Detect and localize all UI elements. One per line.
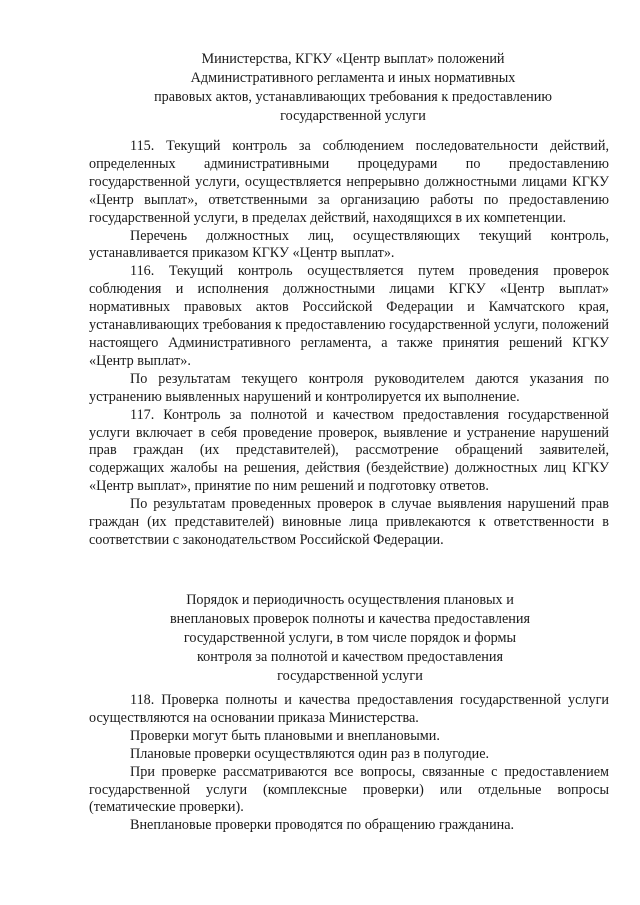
paragraph-116: 116. Текущий контроль осуществляется путем проведения проверок соблюдения и исполнения должностными лицами КГКУ «Центр выплат» нормативных правовых актов Российской Федерации и Камчатского края, устанавливающих требования к предоставлению государственной услуги, положений настоящего Административного регламента, а также принятия решений КГКУ «Центр выплат». [89, 263, 609, 369]
heading-line: контроля за полнотой и качеством предоставления [197, 649, 503, 665]
heading-line: правовых актов, устанавливающих требования к предоставлению [154, 89, 552, 105]
heading-line: Порядок и периодичность осуществления плановых и [186, 592, 514, 608]
heading-line: государственной услуги [277, 668, 423, 684]
paragraph-117: 117. Контроль за полнотой и качеством предоставления государственной услуги включает в себя проведение проверок, выявление и устранение нарушений прав граждан (их представителей), рассмотрение обращений заявителей, содержащих жалобы на решения, действия (бездействие) должностных лиц КГКУ «Центр выплат», принятие по ним решений и подготовку ответов. [89, 406, 609, 495]
paragraph-115: 115. Текущий контроль за соблюдением последовательности действий, определенных административными процедурами по предоставлению государственной услуги, осуществляется непрерывно должностными лицами КГКУ «Центр выплат», ответственными за организацию работы по предоставлению государственной услуги, в пределах действий, находящихся в их компетенции. [89, 138, 609, 226]
paragraph-planned-inspections: Плановые проверки осуществляются один раз в полугодие. [130, 745, 490, 762]
paragraph-inspection-types: Проверки могут быть плановыми и внеплановыми. [130, 727, 440, 744]
heading-line: Административного регламента и иных нормативных [190, 70, 516, 86]
paragraph-control-results: По результатам текущего контроля руководителем даются указания по устранению выявленных нарушений и контролируется их выполнение. [89, 370, 609, 405]
paragraph-unplanned-inspections: Внеплановые проверки проводятся по обращению гражданина. [130, 817, 515, 834]
heading-line: государственной услуги [280, 108, 426, 124]
heading-line: внеплановых проверок полноты и качества предоставления [169, 611, 530, 627]
paragraph-inspection-results: По результатам проведенных проверок в случае выявления нарушений прав граждан (их представителей) виновные лица привлекаются к ответственности в соответствии с законодательством Российской Федерации. [89, 496, 609, 548]
heading-line: Министерства, КГКУ «Центр выплат» положений [201, 51, 505, 67]
body-section-1 [89, 138, 609, 550]
section-heading-top [118, 50, 588, 126]
section-heading-mid [125, 591, 575, 686]
paragraph-inspection-scope: При проверке рассматриваются все вопросы, связанные с предоставлением государственной услуги (комплексные проверки) или отдельные вопросы (тематические проверки). [89, 763, 609, 816]
paragraph-officials-list: Перечень должностных лиц, осуществляющих текущий контроль, устанавливается приказом КГКУ «Центр выплат». [89, 227, 609, 262]
paragraph-118: 118. Проверка полноты и качества предоставления государственной услуги осуществляются на основании приказа Министерства. [89, 692, 609, 726]
heading-line: государственной услуги, в том числе порядок и формы [183, 630, 517, 646]
body-section-2 [89, 692, 609, 835]
